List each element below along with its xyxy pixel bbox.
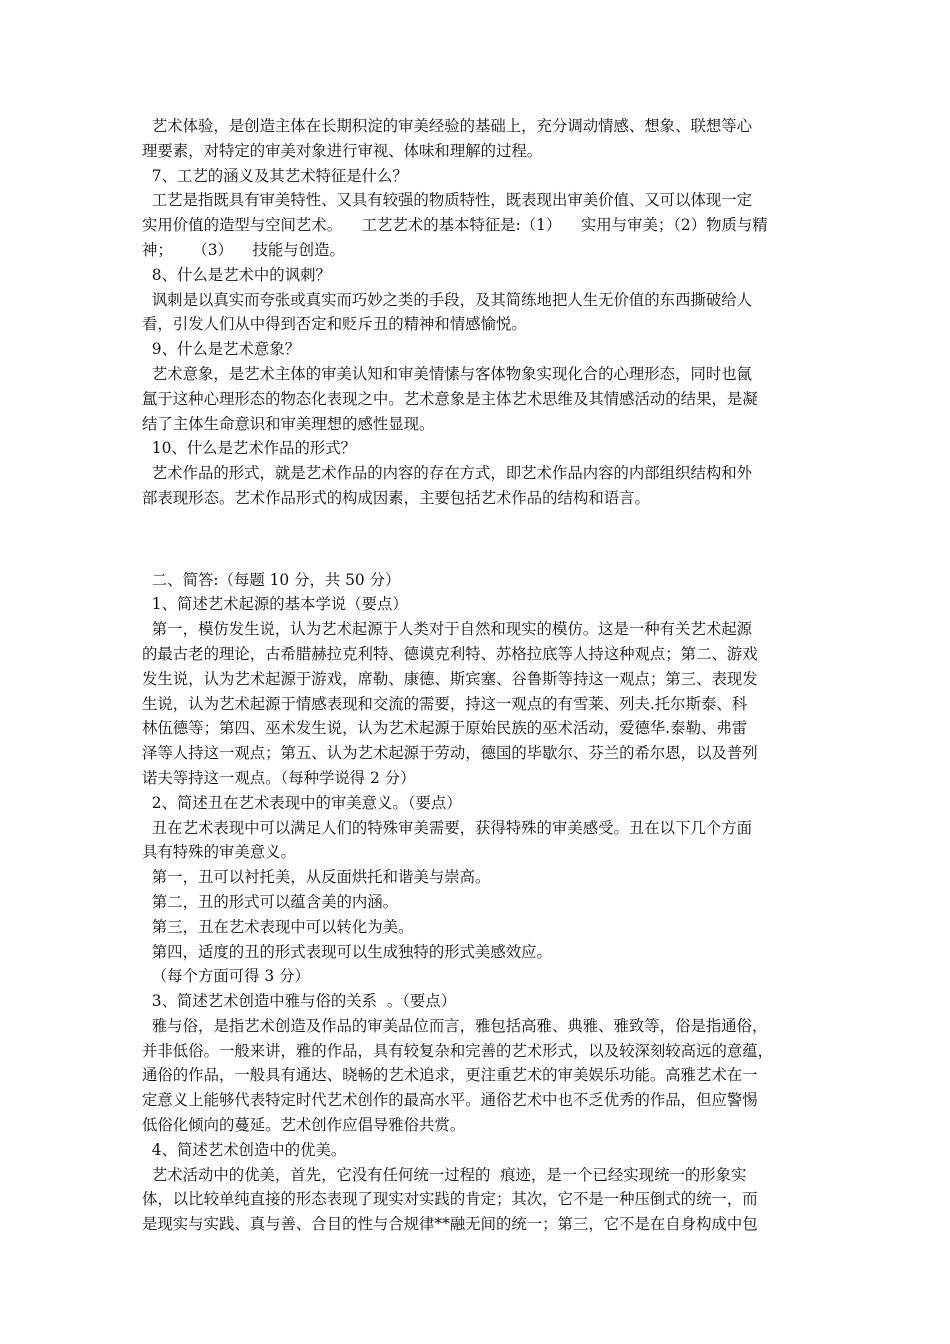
text-line: 氲于这种心理形态的物态化表现之中。艺术意象是主体艺术思维及其情感活动的结果，是凝 — [142, 389, 758, 408]
text-line: 部表现形态。艺术作品形式的构成因素，主要包括艺术作品的结构和语言。 — [142, 488, 650, 507]
text-line: 通俗的作品，一般具有通达、晓畅的艺术追求，更注重艺术的审美娱乐功能。高雅艺术在一 — [142, 1066, 758, 1085]
text-line: 结了主体生命意识和审美理想的感性显现。 — [142, 414, 435, 433]
text-line: 的最古老的理论，古希腊赫拉克利特、德谟克利特、苏格拉底等人持这种观点；第二、游戏 — [142, 644, 758, 663]
text-line: 4、简述艺术创造中的优美。 — [142, 1140, 347, 1159]
text-line: 生说，认为艺术起源于情感表现和交流的需要，持这一观点的有雪莱、列夫.托尔斯泰、科 — [142, 694, 748, 713]
text-line: 雅与俗，是指艺术创造及作品的审美品位而言，雅包括高雅、典雅、雅致等，俗是指通俗， — [142, 1016, 768, 1035]
text-line: 第三，丑在艺术表现中可以转化为美。 — [142, 917, 414, 936]
text-line: 是现实与实践、真与善、合目的性与合规律**融无间的统一；第三，它不是在自身构成中包 — [142, 1215, 758, 1234]
text-line: 艺术意象，是艺术主体的审美认知和审美情愫与客体物象实现化合的心理形态，同时也氤 — [142, 364, 753, 383]
text-line: 定意义上能够代表特定时代艺术创作的最高水平。通俗艺术中也不乏优秀的作品，但应警惕 — [142, 1091, 758, 1110]
text-line: 10、什么是艺术作品的形式？ — [142, 439, 357, 458]
text-line: 艺术活动中的优美，首先，它没有任何统一过程的 痕迹，是一个已经实现统一的形象实 — [142, 1165, 747, 1184]
text-line: 二、简答:（每题 10 分，共 50 分） — [142, 570, 401, 589]
text-line: 讽刺是以真实而夸张或真实而巧妙之类的手段，及其简练地把人生无价值的东西撕破给人 — [142, 290, 753, 309]
text-line: 8、什么是艺术中的讽刺？ — [142, 265, 331, 284]
text-line: 丑在艺术表现中可以满足人们的特殊审美需要，获得特殊的审美感受。丑在以下几个方面 — [142, 818, 753, 837]
text-line: 看，引发人们从中得到否定和贬斥丑的精神和情感愉悦。 — [142, 315, 527, 334]
text-line: 第二，丑的形式可以蕴含美的内涵。 — [142, 892, 399, 911]
text-line: 具有特殊的审美意义。 — [142, 843, 296, 862]
text-line: （每个方面可得 3 分） — [142, 967, 310, 986]
text-line: 7、工艺的涵义及其艺术特征是什么？ — [142, 166, 408, 185]
text-line: 林伍德等；第四、巫术发生说，认为艺术起源于原始民族的巫术活动，爱德华.泰勒、弗雷 — [142, 719, 748, 738]
text-line: 低俗化倾向的蔓延。艺术创作应倡导雅俗共赏。 — [142, 1116, 466, 1135]
blank-line — [142, 527, 812, 552]
text-line: 9、什么是艺术意象？ — [142, 340, 301, 359]
document-body — [142, 114, 812, 1237]
text-line: 实用价值的造型与空间艺术。 工艺艺术的基本特征是:（1） 实用与审美；（2）物质与精 — [142, 216, 768, 235]
text-line: 第四，适度的丑的形式表现可以生成独特的形式美感效应。 — [142, 942, 552, 961]
text-line: 第一，丑可以衬托美，从反面烘托和谐美与崇高。 — [142, 868, 491, 887]
text-line: 发生说，认为艺术起源于游戏，席勒、康德、斯宾塞、谷鲁斯等持这一观点；第三、表现发 — [142, 669, 758, 688]
text-line: 工艺是指既具有审美特性、又具有较强的物质特性，既表现出审美价值、又可以体现一定 — [142, 191, 753, 210]
text-line: 泽等人持这一观点；第五、认为艺术起源于劳动，德国的毕歇尔、芬兰的希尔恩，以及普列 — [142, 744, 758, 763]
text-line: 2、简述丑在艺术表现中的审美意义。（要点） — [142, 793, 462, 812]
text-line: 并非低俗。一般来讲，雅的作品，具有较复杂和完善的艺术形式，以及较深刻较高远的意蕴， — [142, 1041, 774, 1060]
text-line: 神； （3） 技能与创造。 — [142, 240, 345, 259]
text-line: 艺术体验，是创造主体在长期积淀的审美经验的基础上，充分调动情感、想象、联想等心 — [142, 117, 753, 135]
text-line: 体，以比较单纯直接的形态表现了现实对实践的肯定；其次，它不是一种压倒式的统一，而 — [142, 1190, 758, 1209]
text-line: 诺夫等持这一观点。（每种学说得 2 分） — [142, 768, 416, 787]
text-line: 艺术作品的形式，就是艺术作品的内容的存在方式，即艺术作品内容的内部组织结构和外 — [142, 464, 753, 483]
text-line: 1、简述艺术起源的基本学说（要点） — [142, 595, 408, 614]
text-line: 3、简述艺术创造中雅与俗的关系 。（要点） — [142, 992, 457, 1011]
text-line: 第一，模仿发生说，认为艺术起源于人类对于自然和现实的模仿。这是一种有关艺术起源 — [142, 620, 753, 639]
text-line: 理要素，对特定的审美对象进行审视、体味和理解的过程。 — [142, 141, 543, 160]
